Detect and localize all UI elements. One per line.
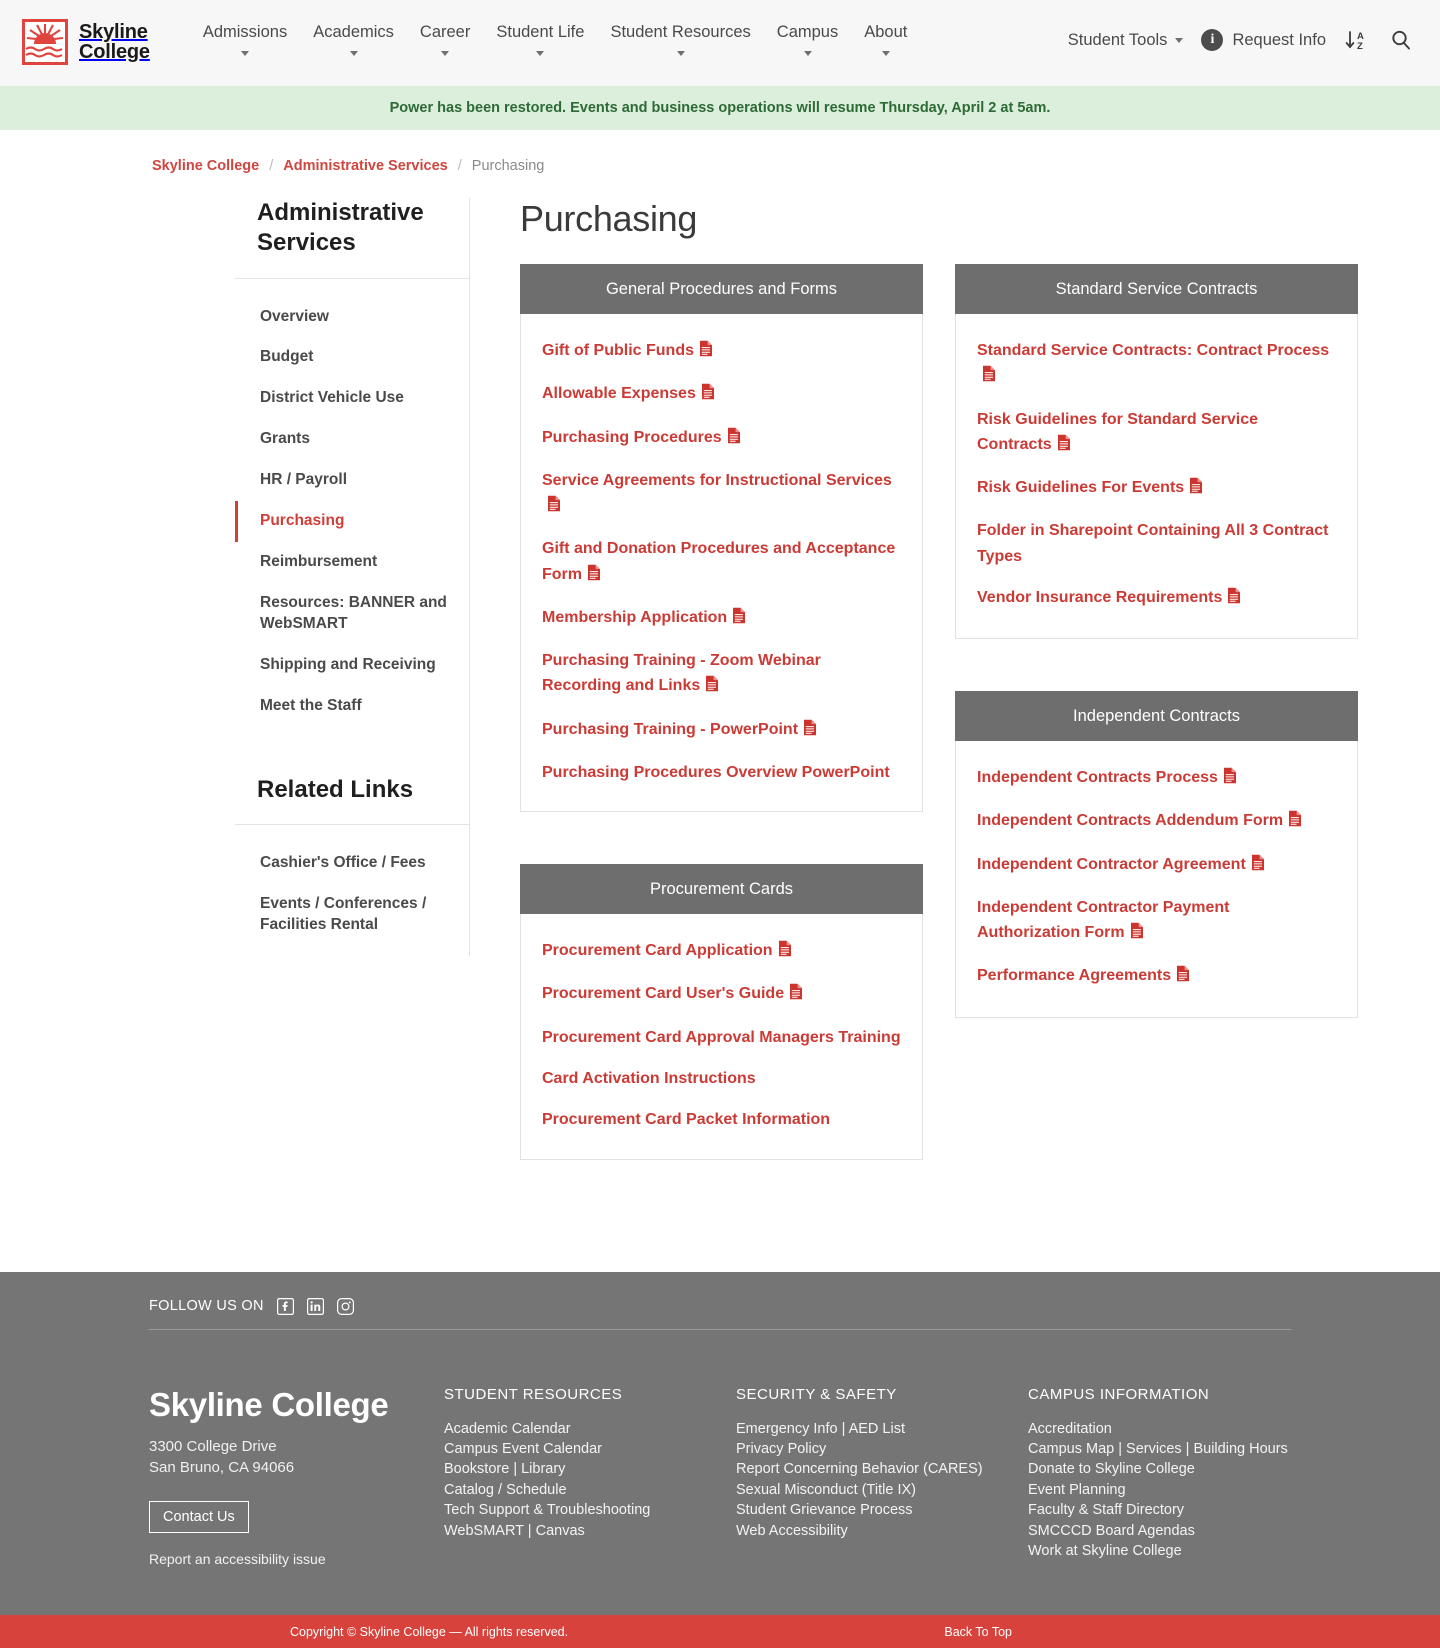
card-general-procedures-and-forms bbox=[520, 264, 923, 812]
footer-link-donate-to-skyline-college[interactable]: Donate to Skyline College bbox=[1028, 1461, 1195, 1478]
breadcrumb bbox=[140, 158, 1300, 174]
instagram-icon[interactable] bbox=[337, 1298, 354, 1315]
card-procurement-cards bbox=[520, 864, 923, 1159]
link-purchasing-training-zoom-webinar-recording-and-links[interactable] bbox=[542, 648, 901, 701]
document-icon bbox=[1288, 810, 1302, 835]
footer-column-title: SECURITY & SAFETY bbox=[736, 1385, 897, 1403]
related-links-title: Related Links bbox=[235, 737, 469, 826]
header-utilities bbox=[1068, 27, 1414, 53]
document-icon bbox=[732, 607, 746, 632]
footer-columns bbox=[149, 1330, 1291, 1568]
nav-item-admissions[interactable] bbox=[190, 22, 300, 56]
document-icon bbox=[1227, 587, 1241, 612]
report-accessibility-issue-link[interactable]: Report an accessibility issue bbox=[149, 1551, 326, 1568]
card-header: Procurement Cards bbox=[520, 864, 923, 914]
link-membership-application[interactable] bbox=[542, 605, 901, 632]
link-label: Standard Service Contracts: Contract Process bbox=[977, 342, 1330, 359]
link-procurement-card-approval-managers-training[interactable] bbox=[542, 1025, 901, 1050]
breadcrumb-separator: / bbox=[269, 158, 274, 174]
link-folder-in-sharepoint-containing-all-3-contract-types[interactable] bbox=[977, 518, 1336, 569]
link-label: Folder in Sharepoint Containing All 3 Contract Types bbox=[977, 522, 1329, 565]
card-header: Standard Service Contracts bbox=[955, 264, 1358, 314]
main-content bbox=[470, 198, 1370, 1212]
site-alert-banner bbox=[0, 86, 1440, 130]
link-label: Purchasing Training - Zoom Webinar Recording and Links bbox=[542, 652, 821, 695]
student-tools-label: Student Tools bbox=[1067, 30, 1168, 49]
nav-label: Campus bbox=[776, 23, 839, 41]
chevron-down-icon bbox=[804, 51, 812, 56]
link-label: Card Activation Instructions bbox=[542, 1069, 756, 1087]
chevron-down-icon bbox=[677, 51, 685, 56]
search-icon[interactable] bbox=[1388, 27, 1414, 53]
sidebar-item-district-vehicle-use[interactable]: District Vehicle Use bbox=[260, 389, 404, 407]
chevron-down-icon bbox=[1175, 38, 1183, 43]
link-label: Purchasing Procedures bbox=[542, 428, 722, 446]
footer-column-campus-information bbox=[1028, 1386, 1320, 1568]
link-purchasing-procedures[interactable] bbox=[542, 425, 901, 452]
document-icon bbox=[1057, 434, 1071, 459]
breadcrumb-separator: / bbox=[457, 158, 462, 174]
chevron-down-icon bbox=[350, 51, 358, 56]
svg-text:Z: Z bbox=[1357, 41, 1363, 52]
document-icon bbox=[705, 675, 719, 700]
footer-link-bookstore-library[interactable]: Bookstore | Library bbox=[444, 1461, 566, 1478]
link-label: Procurement Card Application bbox=[542, 942, 773, 960]
link-service-agreements-for-instructional-services[interactable] bbox=[542, 468, 901, 521]
link-label: Procurement Card Packet Information bbox=[542, 1111, 831, 1129]
link-independent-contractor-payment-authorization-form[interactable] bbox=[977, 895, 1336, 948]
document-icon bbox=[778, 940, 792, 965]
sidebar-section-related-links bbox=[235, 737, 470, 957]
footer-link-student-grievance-process[interactable]: Student Grievance Process bbox=[736, 1502, 913, 1519]
card-body bbox=[520, 914, 923, 1159]
request-info-label: Request Info bbox=[1232, 30, 1326, 49]
logo-wordmark bbox=[79, 22, 150, 62]
sidebar-item-meet-the-staff[interactable]: Meet the Staff bbox=[260, 696, 362, 714]
link-gift-of-public-funds[interactable] bbox=[542, 338, 901, 365]
footer-brand-block bbox=[149, 1386, 444, 1568]
nav-label: Career bbox=[419, 23, 471, 41]
card-body bbox=[520, 314, 923, 812]
link-label: Independent Contracts Process bbox=[977, 769, 1218, 787]
footer-column-title: STUDENT RESOURCES bbox=[444, 1385, 623, 1403]
document-icon bbox=[1251, 854, 1265, 879]
copyright-text: Copyright © Skyline College — All rights reserved. bbox=[290, 1624, 569, 1639]
link-label: Risk Guidelines For Events bbox=[977, 479, 1185, 497]
site-logo[interactable] bbox=[22, 19, 150, 65]
chevron-down-icon bbox=[882, 51, 890, 56]
left-column bbox=[520, 264, 923, 1212]
document-icon bbox=[699, 340, 713, 365]
logo-line-2: College bbox=[79, 41, 150, 63]
sidebar-item-reimbursement[interactable]: Reimbursement bbox=[260, 553, 378, 571]
document-icon bbox=[701, 383, 715, 408]
footer-link-emergency-info-aed-list[interactable]: Emergency Info | AED List bbox=[736, 1420, 905, 1437]
sidebar-item-resources-banner-websmart[interactable]: Resources: BANNER and WebSMART bbox=[260, 593, 447, 632]
chevron-down-icon bbox=[536, 51, 544, 56]
nav-item-student-resources[interactable] bbox=[597, 22, 763, 56]
footer-address-line-2: San Bruno, CA 94066 bbox=[149, 1459, 295, 1477]
student-tools-dropdown[interactable] bbox=[1068, 31, 1184, 50]
link-purchasing-procedures-overview-powerpoint[interactable] bbox=[542, 760, 901, 785]
sidebar-menu bbox=[235, 279, 469, 737]
sidebar-item-cashiers-office-fees[interactable]: Cashier's Office / Fees bbox=[260, 854, 426, 872]
document-icon bbox=[1130, 922, 1144, 947]
link-procurement-card-application[interactable] bbox=[542, 938, 901, 965]
link-label: Risk Guidelines for Standard Service Contracts bbox=[977, 410, 1258, 453]
nav-item-career[interactable] bbox=[407, 22, 483, 56]
back-to-top-link[interactable]: Back To Top bbox=[944, 1624, 1012, 1639]
sidebar-item-purchasing[interactable]: Purchasing bbox=[235, 501, 469, 542]
footer-link-accreditation[interactable]: Accreditation bbox=[1028, 1420, 1112, 1437]
footer-address-line-1: 3300 College Drive bbox=[149, 1437, 277, 1455]
link-label: Performance Agreements bbox=[977, 967, 1172, 985]
link-independent-contracts-addendum-form[interactable] bbox=[977, 808, 1336, 835]
nav-label: Academics bbox=[313, 23, 394, 41]
link-label: Procurement Card User's Guide bbox=[542, 985, 785, 1003]
link-label: Gift of Public Funds bbox=[542, 342, 694, 359]
link-standard-service-contracts-contract-process[interactable] bbox=[977, 338, 1336, 391]
follow-us-label: FOLLOW US ON bbox=[149, 1298, 264, 1315]
breadcrumb-current-purchasing: Purchasing bbox=[471, 158, 545, 174]
copyright-bar bbox=[0, 1615, 1440, 1648]
footer-link-tech-support-troubleshooting[interactable]: Tech Support & Troubleshooting bbox=[444, 1502, 651, 1519]
alert-message: Power has been restored. Events and business operations will resume Thursday, April 2 at 5am. bbox=[389, 100, 1051, 116]
card-independent-contracts bbox=[955, 691, 1358, 1018]
link-performance-agreements[interactable] bbox=[977, 963, 1336, 990]
right-column bbox=[955, 264, 1358, 1212]
link-independent-contracts-process[interactable] bbox=[977, 765, 1336, 792]
link-label: Independent Contracts Addendum Form bbox=[977, 812, 1284, 830]
breadcrumb-region bbox=[0, 130, 1440, 174]
link-card-activation-instructions[interactable] bbox=[542, 1066, 901, 1091]
site-header bbox=[0, 0, 1440, 86]
request-info-button[interactable] bbox=[1201, 29, 1326, 51]
link-label: Procurement Card Approval Managers Training bbox=[542, 1028, 901, 1046]
page-title: Purchasing bbox=[520, 198, 698, 239]
document-icon bbox=[803, 719, 817, 744]
sidebar-item-shipping-and-receiving[interactable]: Shipping and Receiving bbox=[260, 655, 436, 673]
chevron-down-icon bbox=[241, 51, 249, 56]
link-vendor-insurance-requirements[interactable] bbox=[977, 585, 1336, 612]
document-icon bbox=[1189, 477, 1203, 502]
link-independent-contractor-agreement[interactable] bbox=[977, 852, 1336, 879]
sidebar-section-administrative-services bbox=[235, 198, 470, 737]
footer-link-catalog-schedule[interactable]: Catalog / Schedule bbox=[444, 1481, 567, 1498]
link-label: Independent Contractor Agreement bbox=[977, 855, 1246, 873]
link-label: Gift and Donation Procedures and Acceptance Form bbox=[542, 540, 896, 583]
link-allowable-expenses[interactable] bbox=[542, 381, 901, 408]
document-icon bbox=[547, 495, 561, 520]
nav-item-academics[interactable] bbox=[300, 22, 407, 56]
link-label: Membership Application bbox=[542, 608, 728, 626]
nav-item-campus[interactable] bbox=[764, 22, 851, 56]
document-icon bbox=[587, 564, 601, 589]
svg-text:A: A bbox=[1357, 31, 1364, 42]
facebook-icon[interactable] bbox=[277, 1298, 294, 1315]
nav-label: Admissions bbox=[202, 23, 288, 41]
footer-column-security-safety bbox=[736, 1386, 1028, 1568]
document-icon bbox=[982, 365, 996, 390]
nav-item-about[interactable] bbox=[851, 22, 920, 56]
link-label: Purchasing Procedures Overview PowerPoint bbox=[542, 763, 890, 781]
sidebar bbox=[235, 198, 470, 1212]
footer-link-work-at-skyline-college[interactable]: Work at Skyline College bbox=[1028, 1543, 1182, 1560]
document-icon bbox=[1176, 965, 1190, 990]
link-label: Purchasing Training - PowerPoint bbox=[542, 720, 799, 738]
sidebar-item-hr-payroll[interactable]: HR / Payroll bbox=[260, 471, 347, 489]
sort-alpha-icon[interactable] bbox=[1344, 27, 1370, 53]
card-body bbox=[955, 741, 1358, 1018]
logo-line-1: Skyline bbox=[79, 21, 148, 43]
link-gift-and-donation-procedures-and-acceptance-form[interactable] bbox=[542, 536, 901, 589]
sidebar-item-budget[interactable]: Budget bbox=[260, 348, 314, 366]
footer-link-web-accessibility[interactable]: Web Accessibility bbox=[736, 1522, 848, 1539]
related-links-menu bbox=[235, 825, 469, 956]
main-navigation bbox=[190, 22, 921, 56]
footer-link-report-concerning-behavior-cares[interactable]: Report Concerning Behavior (CARES) bbox=[736, 1461, 983, 1478]
document-icon bbox=[1223, 767, 1237, 792]
footer-link-campus-map-services-building-hours[interactable]: Campus Map | Services | Building Hours bbox=[1028, 1440, 1288, 1457]
footer-link-academic-calendar[interactable]: Academic Calendar bbox=[444, 1420, 571, 1437]
link-risk-guidelines-for-events[interactable] bbox=[977, 475, 1336, 502]
link-label: Independent Contractor Payment Authorization Form bbox=[977, 898, 1230, 942]
footer-link-websmart-canvas[interactable]: WebSMART | Canvas bbox=[444, 1522, 585, 1539]
page-body bbox=[70, 174, 1370, 1272]
link-label: Service Agreements for Instructional Services bbox=[542, 471, 892, 489]
link-risk-guidelines-for-standard-service-contracts[interactable] bbox=[977, 407, 1336, 460]
link-purchasing-training-powerpoint[interactable] bbox=[542, 717, 901, 744]
card-standard-service-contracts bbox=[955, 264, 1358, 639]
nav-item-student-life[interactable] bbox=[483, 22, 597, 56]
link-label: Vendor Insurance Requirements bbox=[977, 588, 1223, 606]
footer-column-title: CAMPUS INFORMATION bbox=[1028, 1385, 1210, 1403]
sidebar-item-overview[interactable]: Overview bbox=[260, 307, 329, 325]
card-header: Independent Contracts bbox=[955, 691, 1358, 741]
nav-label: About bbox=[864, 23, 908, 41]
nav-label: Student Life bbox=[496, 23, 585, 41]
site-footer bbox=[0, 1272, 1440, 1616]
footer-link-privacy-policy[interactable]: Privacy Policy bbox=[736, 1440, 827, 1457]
breadcrumb-link-administrative-services[interactable]: Administrative Services bbox=[283, 158, 448, 174]
document-icon bbox=[789, 983, 803, 1008]
link-label: Allowable Expenses bbox=[542, 385, 696, 403]
link-procurement-card-user-s-guide[interactable] bbox=[542, 981, 901, 1008]
footer-link-campus-event-calendar[interactable]: Campus Event Calendar bbox=[444, 1440, 602, 1457]
footer-column-student-resources bbox=[444, 1386, 736, 1568]
footer-link-faculty-staff-directory[interactable]: Faculty & Staff Directory bbox=[1028, 1502, 1185, 1519]
follow-us-bar bbox=[149, 1272, 1291, 1330]
footer-brand-name: Skyline College bbox=[149, 1385, 389, 1423]
info-icon: i bbox=[1201, 29, 1223, 51]
card-columns bbox=[520, 264, 1360, 1212]
document-icon bbox=[727, 427, 741, 452]
contact-us-button[interactable]: Contact Us bbox=[149, 1501, 249, 1533]
link-procurement-card-packet-information[interactable] bbox=[542, 1107, 901, 1132]
footer-link-event-planning[interactable]: Event Planning bbox=[1028, 1481, 1126, 1498]
sidebar-item-events-conferences-facilities-rental[interactable]: Events / Conferences / Facilities Rental bbox=[260, 895, 427, 934]
card-header: General Procedures and Forms bbox=[520, 264, 923, 314]
skyline-sun-logo-icon bbox=[22, 19, 68, 65]
sidebar-title: Administrative Services bbox=[235, 198, 469, 279]
footer-link-smcccd-board-agendas[interactable]: SMCCCD Board Agendas bbox=[1028, 1522, 1195, 1539]
sidebar-item-grants[interactable]: Grants bbox=[260, 430, 310, 448]
linkedin-icon[interactable] bbox=[307, 1298, 324, 1315]
breadcrumb-link-skyline-college[interactable]: Skyline College bbox=[152, 158, 260, 174]
footer-link-sexual-misconduct-title-ix[interactable]: Sexual Misconduct (Title IX) bbox=[736, 1481, 916, 1498]
card-body bbox=[955, 314, 1358, 639]
chevron-down-icon bbox=[441, 51, 449, 56]
nav-label: Student Resources bbox=[610, 23, 751, 41]
